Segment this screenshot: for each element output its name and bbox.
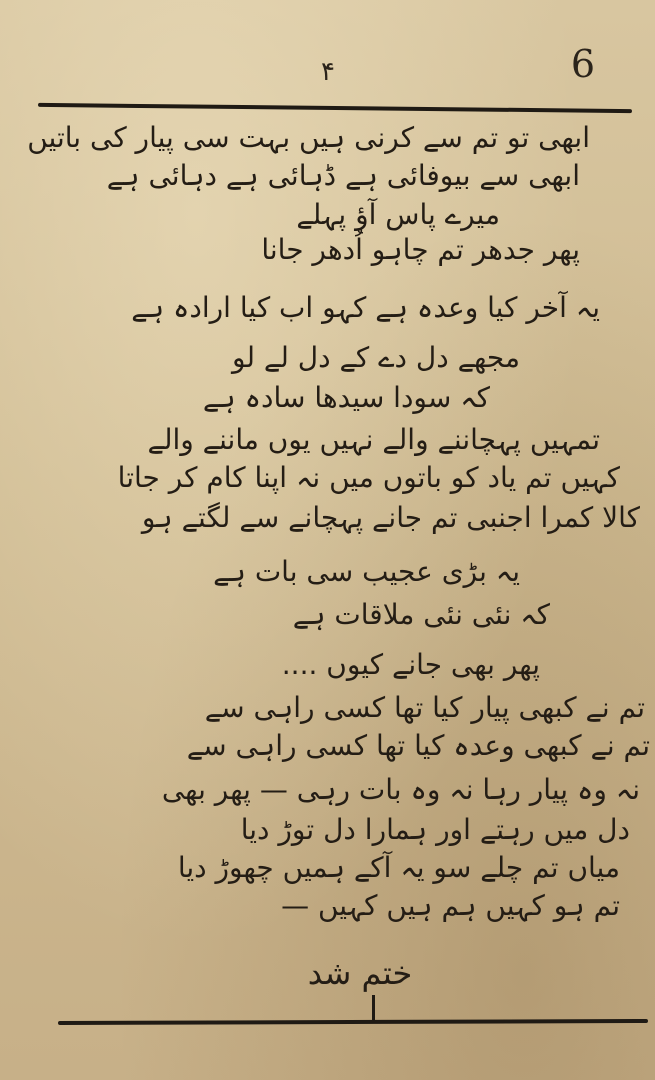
text-line: پھر جدھر تم چاہو اُدھر جانا <box>261 233 580 266</box>
text-line: تم نے کبھی پیار کیا تھا کسی راہی سے <box>204 691 645 724</box>
text-line: ابھی تو تم سے کرنی ہیں بہت سی پیار کی باتیں <box>27 121 590 154</box>
text-line: یہ بڑی عجیب سی بات ہے <box>213 555 520 588</box>
text-line: کہ سودا سیدھا سادہ ہے <box>202 381 490 414</box>
text-line: نہ وہ پیار رہا نہ وہ بات رہی — پھر بھی <box>161 773 640 806</box>
text-line: تم ہو کہیں ہم ہیں کہیں — <box>281 889 620 922</box>
text-line: یہ آخر کیا وعدہ ہے کہو اب کیا ارادہ ہے <box>131 291 600 324</box>
text-line: مجھے دل دے کے دل لے لو <box>232 341 520 374</box>
text-line: تمہیں پہچاننے والے نہیں یوں ماننے والے <box>147 423 600 456</box>
text-line: تم نے کبھی وعدہ کیا تھا کسی راہی سے <box>186 729 650 762</box>
text-line: کالا کمرا اجنبی تم جانے پہچانے سے لگتے ہو <box>141 501 640 534</box>
ending-text: ختم شد <box>307 954 413 992</box>
text-line: کہ نئی نئی ملاقات ہے <box>292 598 550 631</box>
text-line: میاں تم چلے سو یہ آکے ہمیں چھوڑ دیا <box>177 851 620 884</box>
text-line: دل میں رہتے اور ہمارا دل توڑ دیا <box>240 813 630 846</box>
text-line: میرے پاس آؤ پہلے <box>296 198 500 231</box>
page-number: ۴ <box>321 57 335 87</box>
text-line: پھر بھی جانے کیوں .... <box>281 648 540 681</box>
bottom-rule-divider <box>58 1019 648 1025</box>
text-line: کہیں تم یاد کو باتوں میں نہ اپنا کام کر جاتا <box>117 461 620 494</box>
text-line: ابھی سے بیوفائی ہے ڈہائی ہے دہائی ہے <box>106 159 580 192</box>
corner-page-mark: 6 <box>570 42 596 86</box>
ending-stem-mark <box>372 995 375 1020</box>
top-rule-divider <box>38 103 632 113</box>
